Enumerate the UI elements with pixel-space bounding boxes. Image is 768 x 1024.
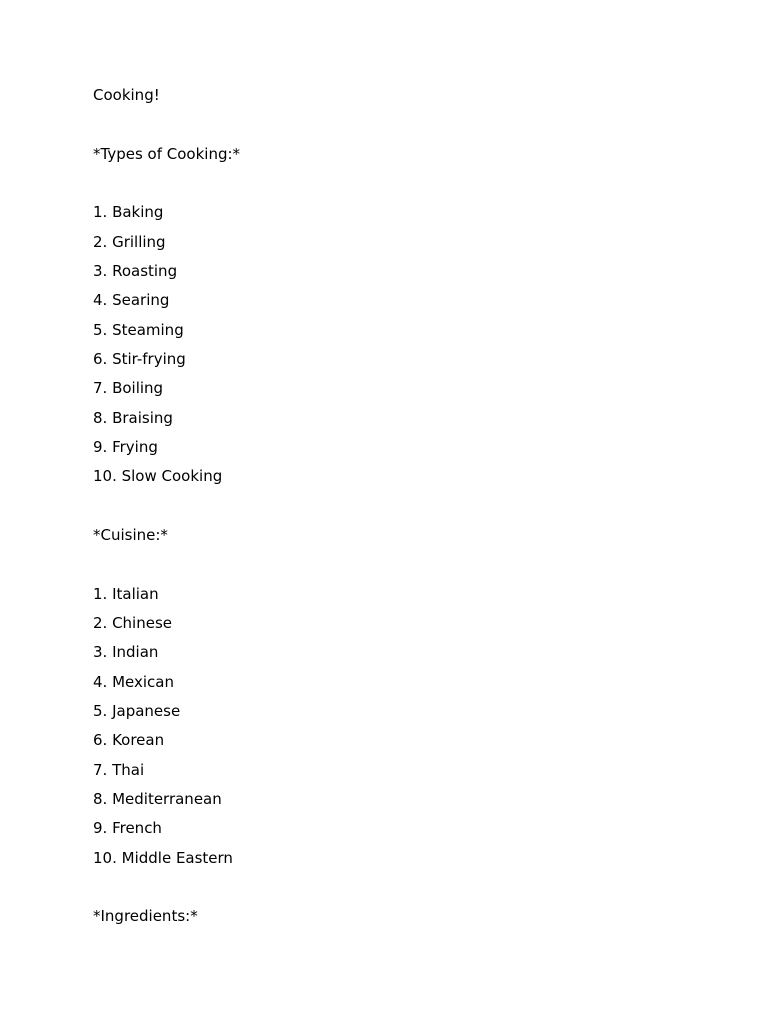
list-item: 1. Italian [93, 584, 159, 603]
list-item: 2. Grilling [93, 232, 166, 251]
document-title: Cooking! [93, 86, 160, 104]
list-item: 7. Thai [93, 760, 145, 779]
list-item: 7. Boiling [93, 379, 164, 398]
blank-line [93, 114, 693, 143]
blank-line [93, 554, 693, 583]
list-item: 8. Braising [93, 408, 173, 427]
types-of-cooking-heading: *Types of Cooking:* [93, 144, 241, 163]
list-item: 9. French [93, 819, 162, 838]
cuisine-heading: *Cuisine:* [93, 525, 168, 544]
list-item: 9. Frying [93, 437, 158, 456]
blank-line [93, 496, 693, 525]
list-item: 5. Steaming [93, 320, 184, 339]
list-item: 10. Slow Cooking [93, 467, 223, 486]
list-item: 4. Mexican [93, 672, 174, 691]
list-item: 1. Baking [93, 203, 164, 222]
cuisine-list [93, 584, 693, 877]
list-item: 2. Chinese [93, 613, 173, 632]
list-item: 10. Middle Eastern [93, 848, 233, 867]
list-item: 6. Stir-frying [93, 349, 186, 368]
list-item: 3. Roasting [93, 261, 178, 280]
types-of-cooking-list [93, 202, 693, 495]
list-item: 8. Mediterranean [93, 789, 222, 808]
ingredients-heading: *Ingredients:* [93, 907, 198, 926]
list-item: 3. Indian [93, 643, 159, 662]
list-item: 4. Searing [93, 291, 170, 310]
blank-line [93, 877, 693, 906]
list-item: 5. Japanese [93, 701, 181, 720]
blank-line [93, 173, 693, 202]
list-item: 6. Korean [93, 731, 165, 750]
document-page [93, 85, 693, 936]
